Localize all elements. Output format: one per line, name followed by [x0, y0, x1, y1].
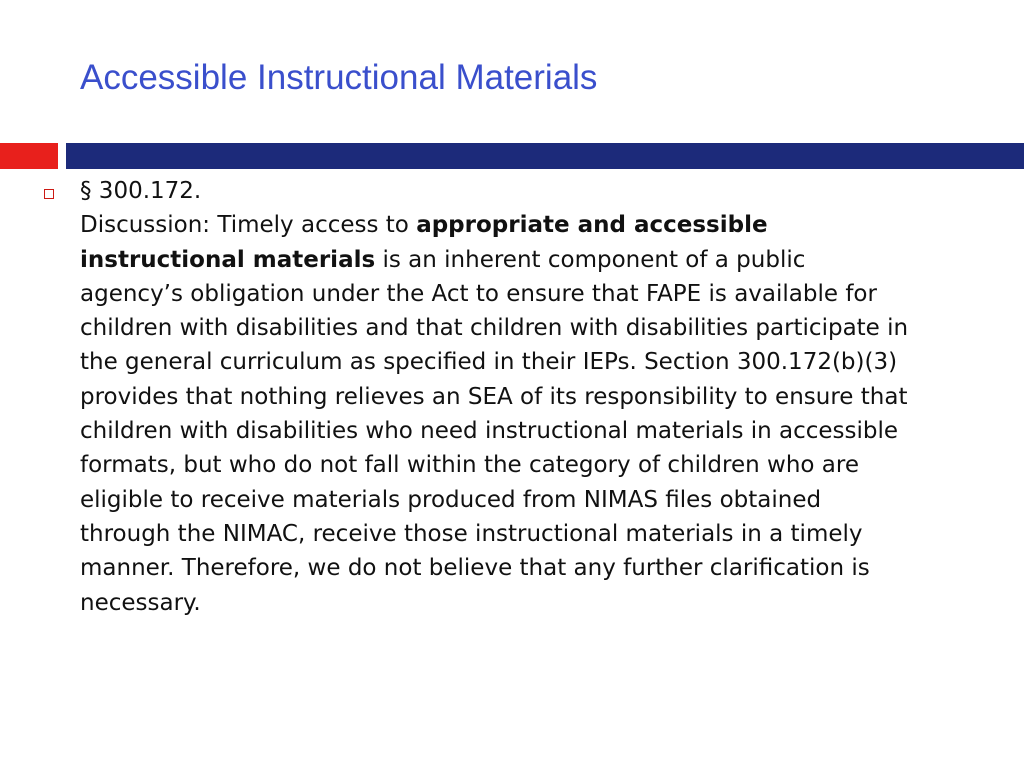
bullet-text: [80, 174, 910, 620]
slide-title: Accessible Instructional Materials: [80, 58, 598, 97]
discussion-prefix: Discussion: Timely access to: [80, 212, 417, 239]
red-accent-bar: [0, 143, 58, 169]
discussion-paragraph: [80, 208, 910, 620]
discussion-body: is an inherent component of a public agency’s obligation under the Act to ensure that FAPE is available for children with disabilities and that children with disabilities participate in the general curriculum as specified in their IEPs. Section 300.172(b)(3) provides that nothing relieves an SEA of its responsibility to ensure that children with disabilities who need instructional materials in accessible formats, but who do not fall within the category of children who are eligible to receive materials produced from NIMAS files obtained through the NIMAC, receive those instructional materials in a timely manner. Therefore, we do not believe that any further clarification is necessary.: [80, 246, 909, 616]
blue-header-bar: [66, 143, 1024, 169]
emphasis-text: appropriate and accessible instructional materials: [80, 212, 768, 273]
hollow-square-bullet-icon: [44, 189, 54, 199]
section-number: § 300.172.: [80, 178, 202, 204]
